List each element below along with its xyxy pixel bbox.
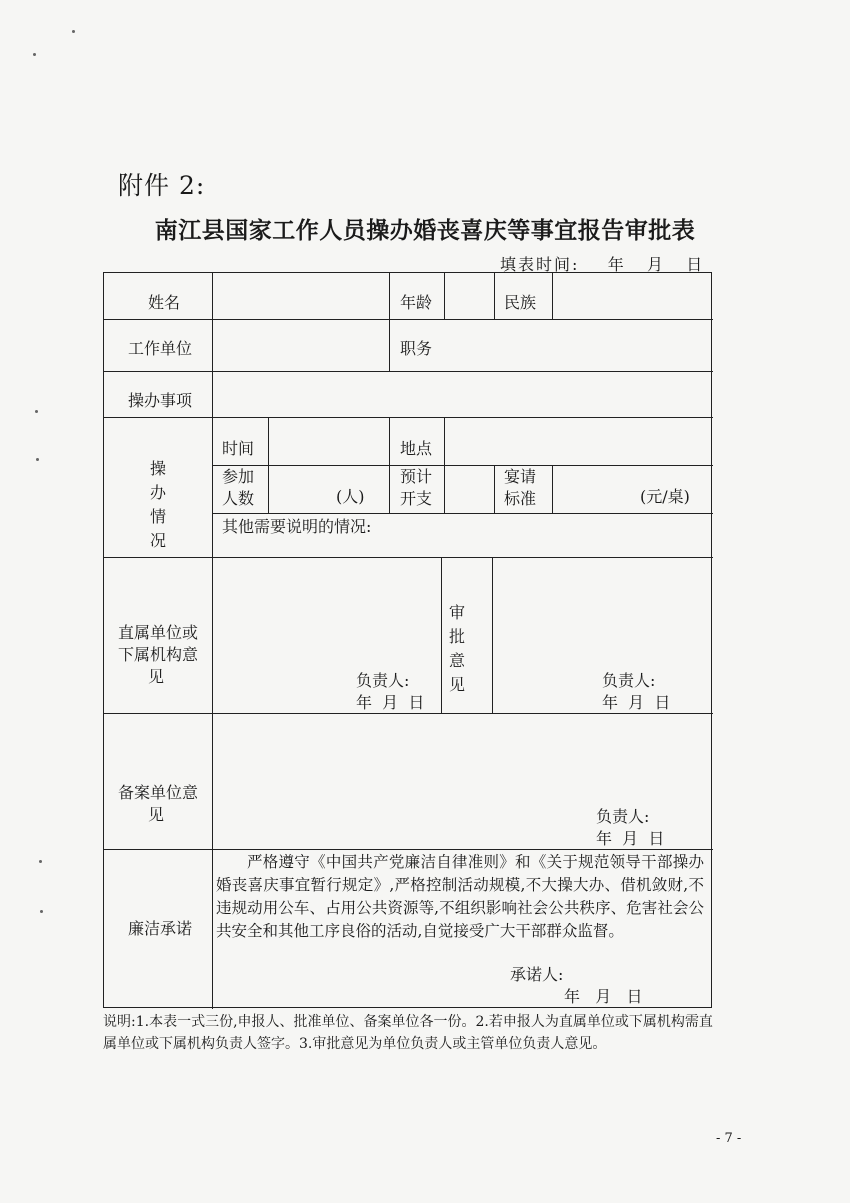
filing-responsible: 负责人: xyxy=(596,807,650,826)
approval-label: 审批意见 xyxy=(448,603,465,694)
approval-form-table xyxy=(103,272,712,1008)
budget-label-2: 开支 xyxy=(400,489,433,508)
other-notes-label: 其他需要说明的情况: xyxy=(222,517,372,536)
direct-unit-label-3: 见 xyxy=(148,667,165,686)
banquet-label-1: 宴请 xyxy=(504,467,537,486)
name-label: 姓名 xyxy=(148,293,181,312)
situation-label: 操办情况 xyxy=(149,459,166,550)
promisor-label: 承诺人: xyxy=(510,965,564,984)
banquet-unit: (元/桌) xyxy=(640,487,690,506)
participants-label-2: 人数 xyxy=(222,489,255,508)
matter-label: 操办事项 xyxy=(128,391,193,410)
approval-responsible: 负责人: xyxy=(602,671,656,690)
direct-unit-label-2: 下属机构意 xyxy=(118,645,199,664)
direct-unit-date: 年 月 日 xyxy=(356,693,425,712)
work-unit-label: 工作单位 xyxy=(128,339,193,358)
time-label: 时间 xyxy=(222,439,255,458)
participants-label-1: 参加 xyxy=(222,467,255,486)
filing-date: 年 月 日 xyxy=(596,829,665,848)
scan-speck xyxy=(33,53,36,56)
ethnicity-label: 民族 xyxy=(504,293,537,312)
approval-date: 年 月 日 xyxy=(602,693,671,712)
page-number: - 7 - xyxy=(716,1131,742,1146)
fill-date: 填表时间: 年 月 日 xyxy=(500,255,705,274)
scan-speck xyxy=(36,458,39,461)
scan-speck xyxy=(40,910,43,913)
direct-unit-responsible: 负责人: xyxy=(356,671,410,690)
direct-unit-label-1: 直属单位或 xyxy=(118,623,199,642)
participants-unit: (人) xyxy=(336,487,365,506)
scan-speck xyxy=(72,30,75,33)
promise-date: 年 月 日 xyxy=(564,987,643,1006)
scan-speck xyxy=(35,410,38,413)
budget-label-1: 预计 xyxy=(400,467,433,486)
scan-speck xyxy=(39,860,42,863)
pledge-text: 严格遵守《中国共产党廉洁自律准则》和《关于规范领导干部操办婚丧喜庆事宜暂行规定》,严格控制活动规模,不大操大办、借机敛财,不违规动用公车、占用公共资源等,不组织影响社会公共秩序、危害社会公共安全和其他工序良俗的活动,自觉接受广大干部群众监督。 xyxy=(216,853,704,940)
age-label: 年龄 xyxy=(400,293,433,312)
filing-label-1: 备案单位意 xyxy=(118,783,199,802)
integrity-label: 廉洁承诺 xyxy=(128,919,193,938)
place-label: 地点 xyxy=(400,439,433,458)
form-title: 南江县国家工作人员操办婚丧喜庆等事宜报告审批表 xyxy=(154,217,696,244)
position-label: 职务 xyxy=(400,339,433,358)
filing-label-2: 见 xyxy=(148,805,165,824)
banquet-label-2: 标准 xyxy=(504,489,537,508)
form-notes: 说明:1.本表一式三份,申报人、批准单位、备案单位各一份。2.若申报人为直属单位或下属机构需直属单位或下属机构负责人签字。3.审批意见为单位负责人或主管单位负责人意见。 xyxy=(103,1014,713,1052)
attachment-label: 附件 2: xyxy=(118,171,206,200)
